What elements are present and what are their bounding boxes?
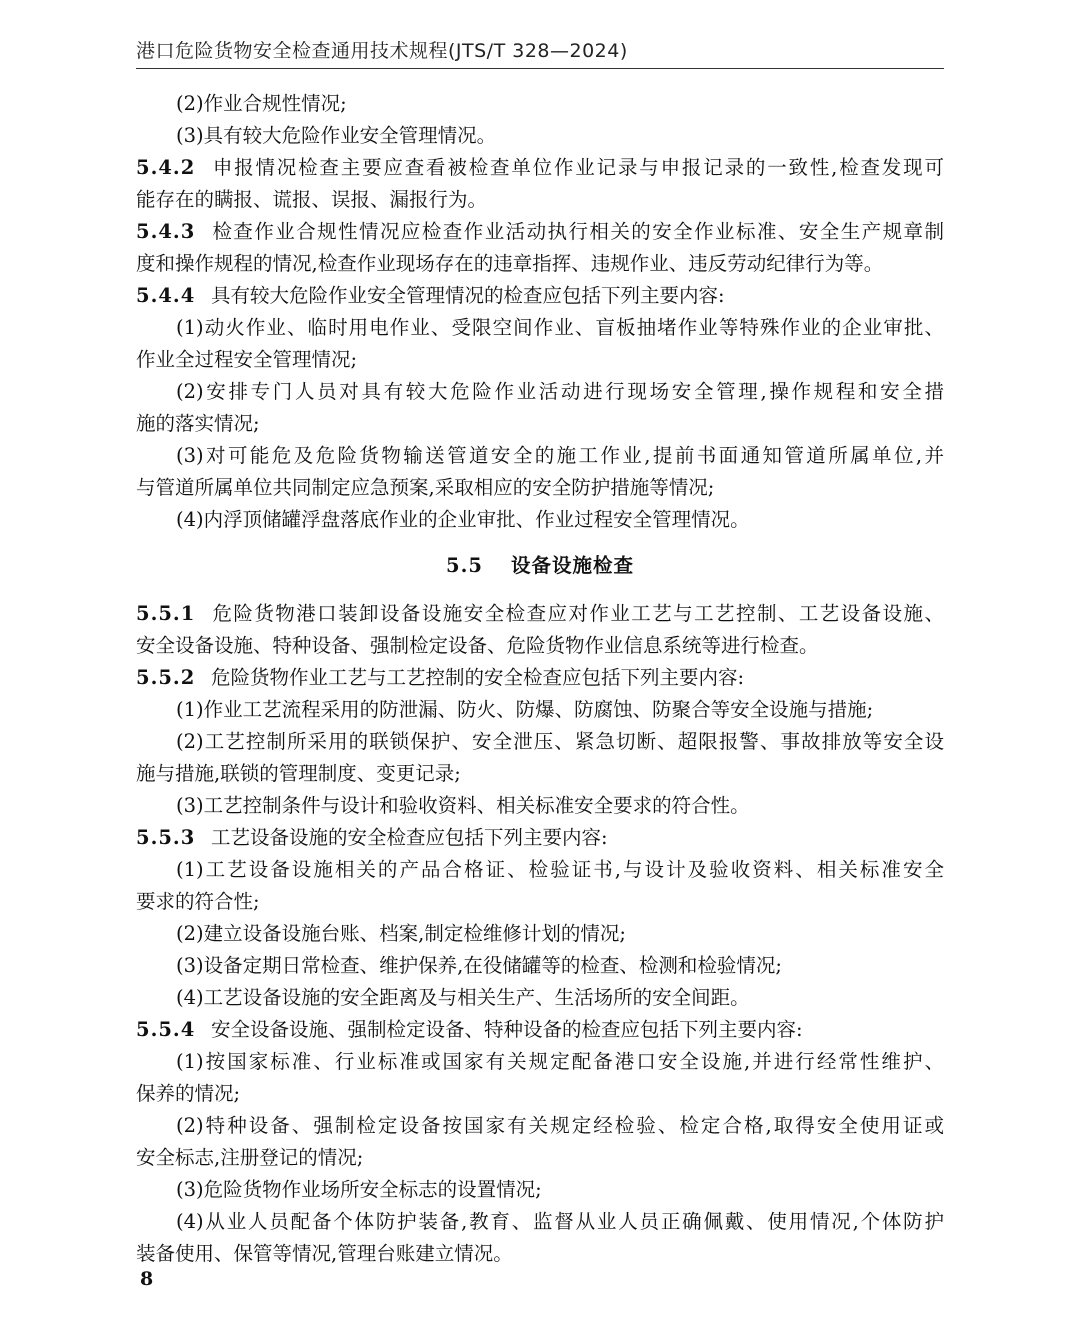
line-text: (3)工艺控制条件与设计和验收资料、相关标准安全要求的符合性。 bbox=[176, 794, 750, 817]
text-line bbox=[136, 248, 944, 280]
text-line bbox=[136, 472, 944, 504]
text-line bbox=[136, 822, 944, 854]
text-line bbox=[136, 854, 944, 886]
sub-item bbox=[136, 1206, 944, 1270]
line-text: 作业全过程安全管理情况; bbox=[136, 348, 358, 371]
clause-number: 5.4.2 bbox=[136, 156, 196, 179]
line-text: 危险货物港口装卸设备设施安全检查应对作业工艺与工艺控制、工艺设备设施、 bbox=[211, 602, 944, 625]
line-text: 申报情况检查主要应查看被检查单位作业记录与申报记录的一致性,检查发现可 bbox=[211, 156, 944, 179]
section-title: 设备设施检查 bbox=[510, 554, 634, 577]
text-line bbox=[136, 758, 944, 790]
sub-item bbox=[136, 854, 944, 918]
line-text: (2)特种设备、强制检定设备按国家有关规定经检验、检定合格,取得安全使用证或 bbox=[176, 1114, 944, 1137]
clause bbox=[136, 1014, 944, 1046]
line-text: 危险货物作业工艺与工艺控制的安全检查应包括下列主要内容: bbox=[211, 666, 745, 689]
clause bbox=[136, 152, 944, 216]
sub-item bbox=[136, 312, 944, 376]
line-text: 安全设备设施、强制检定设备、特种设备的检查应包括下列主要内容: bbox=[211, 1018, 803, 1041]
text-line bbox=[136, 1078, 944, 1110]
line-text: 安全设备设施、特种设备、强制检定设备、危险货物作业信息系统等进行检查。 bbox=[136, 634, 819, 657]
line-text: 具有较大危险作业安全管理情况的检查应包括下列主要内容: bbox=[211, 284, 725, 307]
header-rule bbox=[136, 68, 944, 69]
line-text: (2)安排专门人员对具有较大危险作业活动进行现场安全管理,操作规程和安全措 bbox=[176, 380, 944, 403]
line-text: (3)对可能危及危险货物输送管道安全的施工作业,提前书面通知管道所属单位,并 bbox=[176, 444, 944, 467]
clause bbox=[136, 280, 944, 312]
clause-number: 5.5.3 bbox=[136, 826, 196, 849]
text-line bbox=[136, 1142, 944, 1174]
section-heading bbox=[136, 544, 944, 588]
text-line bbox=[136, 312, 944, 344]
text-line bbox=[136, 1046, 944, 1078]
sub-item bbox=[136, 504, 944, 536]
sub-item bbox=[136, 726, 944, 790]
line-text: 度和操作规程的情况,检查作业现场存在的违章指挥、违规作业、违反劳动纪律行为等。 bbox=[136, 252, 884, 275]
clause-number: 5.5.4 bbox=[136, 1018, 196, 1041]
text-line bbox=[136, 504, 944, 536]
line-text: 与管道所属单位共同制定应急预案,采取相应的安全防护措施等情况; bbox=[136, 476, 715, 499]
clause bbox=[136, 598, 944, 662]
text-line bbox=[136, 216, 944, 248]
sub-item bbox=[136, 982, 944, 1014]
text-line bbox=[136, 120, 944, 152]
clause-number: 5.4.3 bbox=[136, 220, 196, 243]
clause-number: 5.4.4 bbox=[136, 284, 196, 307]
line-text: (4)内浮顶储罐浮盘落底作业的企业审批、作业过程安全管理情况。 bbox=[176, 508, 750, 531]
line-text: (4)从业人员配备个体防护装备,教育、监督从业人员正确佩戴、使用情况,个体防护 bbox=[176, 1210, 944, 1233]
text-line bbox=[136, 790, 944, 822]
clause bbox=[136, 662, 944, 694]
line-text: (1)工艺设备设施相关的产品合格证、检验证书,与设计及验收资料、相关标准安全 bbox=[176, 858, 944, 881]
text-line bbox=[136, 598, 944, 630]
line-text: 装备使用、保管等情况,管理台账建立情况。 bbox=[136, 1242, 513, 1265]
clause bbox=[136, 822, 944, 854]
text-line bbox=[136, 694, 944, 726]
sub-item bbox=[136, 376, 944, 440]
line-text: 施与措施,联锁的管理制度、变更记录; bbox=[136, 762, 461, 785]
text-line bbox=[136, 344, 944, 376]
line-text: 工艺设备设施的安全检查应包括下列主要内容: bbox=[211, 826, 608, 849]
text-line bbox=[136, 152, 944, 184]
text-line bbox=[136, 886, 944, 918]
line-text: (2)工艺控制所采用的联锁保护、安全泄压、紧急切断、超限报警、事故排放等安全设 bbox=[176, 730, 944, 753]
text-line bbox=[136, 982, 944, 1014]
text-line bbox=[136, 726, 944, 758]
text-line bbox=[136, 1238, 944, 1270]
line-text: (1)按国家标准、行业标准或国家有关规定配备港口安全设施,并进行经常性维护、 bbox=[176, 1050, 944, 1073]
sub-item bbox=[136, 440, 944, 504]
line-text: 检查作业合规性情况应检查作业活动执行相关的安全作业标准、安全生产规章制 bbox=[211, 220, 944, 243]
page-number: 8 bbox=[140, 1268, 154, 1290]
line-text: 要求的符合性; bbox=[136, 890, 260, 913]
sub-item bbox=[136, 694, 944, 726]
text-line bbox=[136, 184, 944, 216]
line-text: 保养的情况; bbox=[136, 1082, 241, 1105]
line-text: (3)具有较大危险作业安全管理情况。 bbox=[176, 124, 497, 147]
clause-number: 5.5.2 bbox=[136, 666, 196, 689]
text-line bbox=[136, 280, 944, 312]
line-text: (3)危险货物作业场所安全标志的设置情况; bbox=[176, 1178, 542, 1201]
sub-item bbox=[136, 790, 944, 822]
clause bbox=[136, 216, 944, 280]
page-body bbox=[136, 88, 944, 1270]
sub-item bbox=[136, 1110, 944, 1174]
line-text: 安全标志,注册登记的情况; bbox=[136, 1146, 364, 1169]
section-number: 5.5 bbox=[446, 554, 483, 577]
sub-item bbox=[136, 950, 944, 982]
line-text: (3)设备定期日常检查、维护保养,在役储罐等的检查、检测和检验情况; bbox=[176, 954, 782, 977]
line-text: (2)作业合规性情况; bbox=[176, 92, 347, 115]
text-line bbox=[136, 1206, 944, 1238]
text-line bbox=[136, 408, 944, 440]
text-line bbox=[136, 950, 944, 982]
sub-item bbox=[136, 918, 944, 950]
text-line bbox=[136, 88, 944, 120]
sub-item bbox=[136, 88, 944, 120]
line-text: (1)动火作业、临时用电作业、受限空间作业、盲板抽堵作业等特殊作业的企业审批、 bbox=[176, 316, 944, 339]
line-text: 施的落实情况; bbox=[136, 412, 260, 435]
clause-number: 5.5.1 bbox=[136, 602, 196, 625]
line-text: (2)建立设备设施台账、档案,制定检维修计划的情况; bbox=[176, 922, 626, 945]
line-text: (1)作业工艺流程采用的防泄漏、防火、防爆、防腐蚀、防聚合等安全设施与措施; bbox=[176, 698, 874, 721]
line-text: (4)工艺设备设施的安全距离及与相关生产、生活场所的安全间距。 bbox=[176, 986, 750, 1009]
running-header: 港口危险货物安全检查通用技术规程(JTS/T 328—2024) bbox=[136, 40, 628, 62]
text-line bbox=[136, 1174, 944, 1206]
text-line bbox=[136, 918, 944, 950]
sub-item bbox=[136, 120, 944, 152]
text-line bbox=[136, 662, 944, 694]
text-line bbox=[136, 440, 944, 472]
text-line bbox=[136, 376, 944, 408]
text-line bbox=[136, 630, 944, 662]
sub-item bbox=[136, 1174, 944, 1206]
sub-item bbox=[136, 1046, 944, 1110]
text-line bbox=[136, 1110, 944, 1142]
text-line bbox=[136, 1014, 944, 1046]
line-text: 能存在的瞒报、谎报、误报、漏报行为。 bbox=[136, 188, 488, 211]
